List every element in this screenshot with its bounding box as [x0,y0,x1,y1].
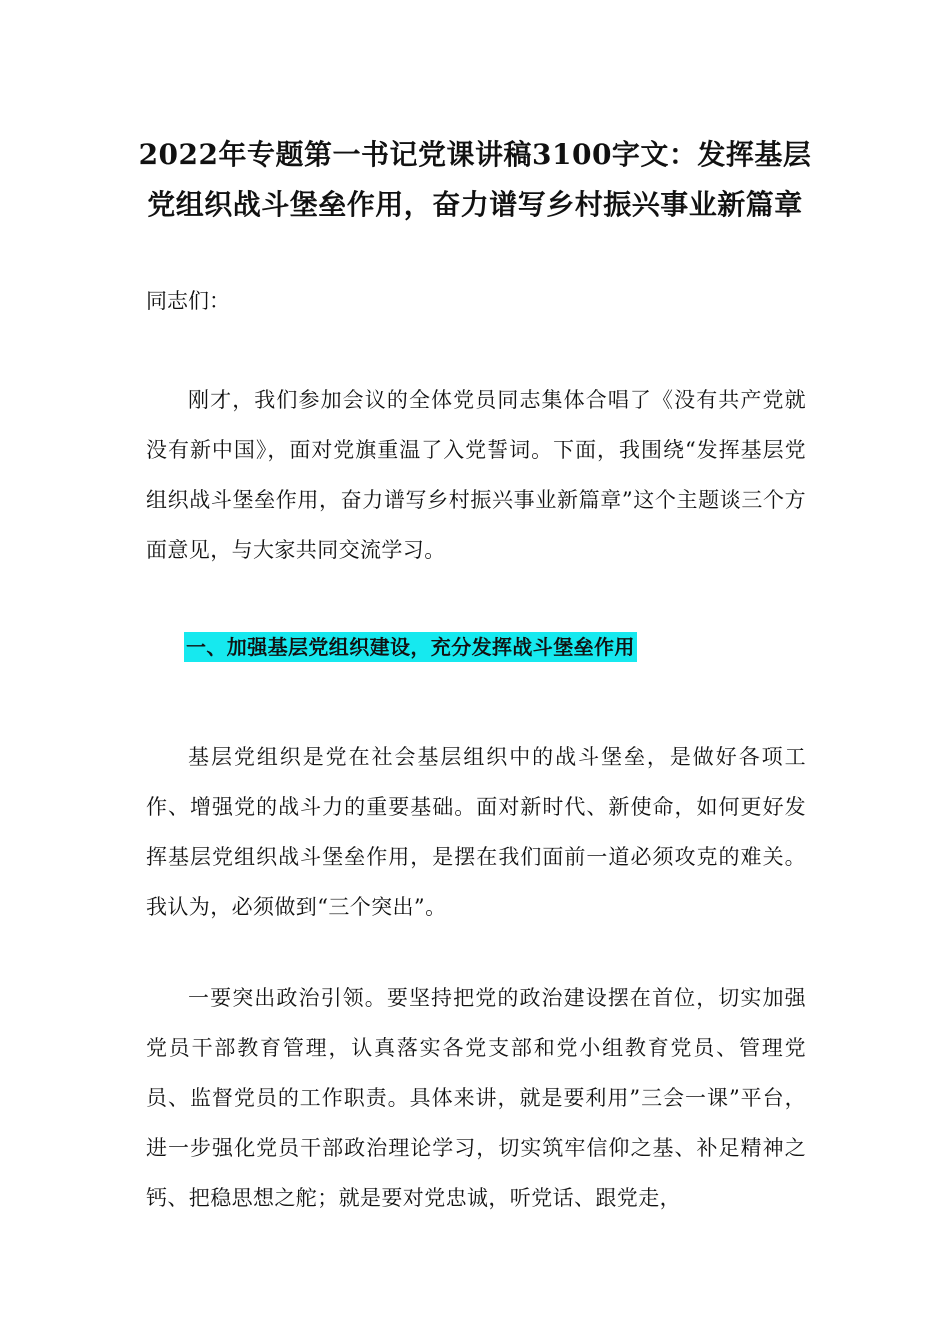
salutation: 同志们： [146,289,230,313]
paragraph-intro: 刚才，我们参加会议的全体党员同志集体合唱了《没有共产党就没有新中国》，面对党旗重温了入党誓词。下面，我围绕“发挥基层党组织战斗堡垒作用，奋力谱写乡村振兴事业新篇章”这个主题谈三个方面意见，与大家共同交流学习。 [146,388,806,562]
paragraph-political-leadership: 一要突出政治引领。要坚持把党的政治建设摆在首位，切实加强党员干部教育管理，认真落实各党支部和党小组教育党员、管理党员、监督党员的工作职责。具体来讲，就是要利用”三会一课”平台，进一步强化党员干部政治理论学习，切实筑牢信仰之基、补足精神之钙、把稳思想之舵；就是要对党忠诚，听党话、跟党走， [146,986,806,1210]
section-heading-1: 一、加强基层党组织建设，充分发挥战斗堡垒作用 [184,632,637,662]
paragraph-section-1-intro: 基层党组织是党在社会基层组织中的战斗堡垒，是做好各项工作、增强党的战斗力的重要基础。面对新时代、新使命，如何更好发挥基层党组织战斗堡垒作用，是摆在我们面前一道必须攻克的难关。我认为，必须做到“三个突出”。 [146,745,806,919]
document-title: 2022年专题第一书记党课讲稿3100字文：发挥基层 党组织战斗堡垒作用，奋力谱写乡村振兴事业新篇章 [138,138,812,221]
